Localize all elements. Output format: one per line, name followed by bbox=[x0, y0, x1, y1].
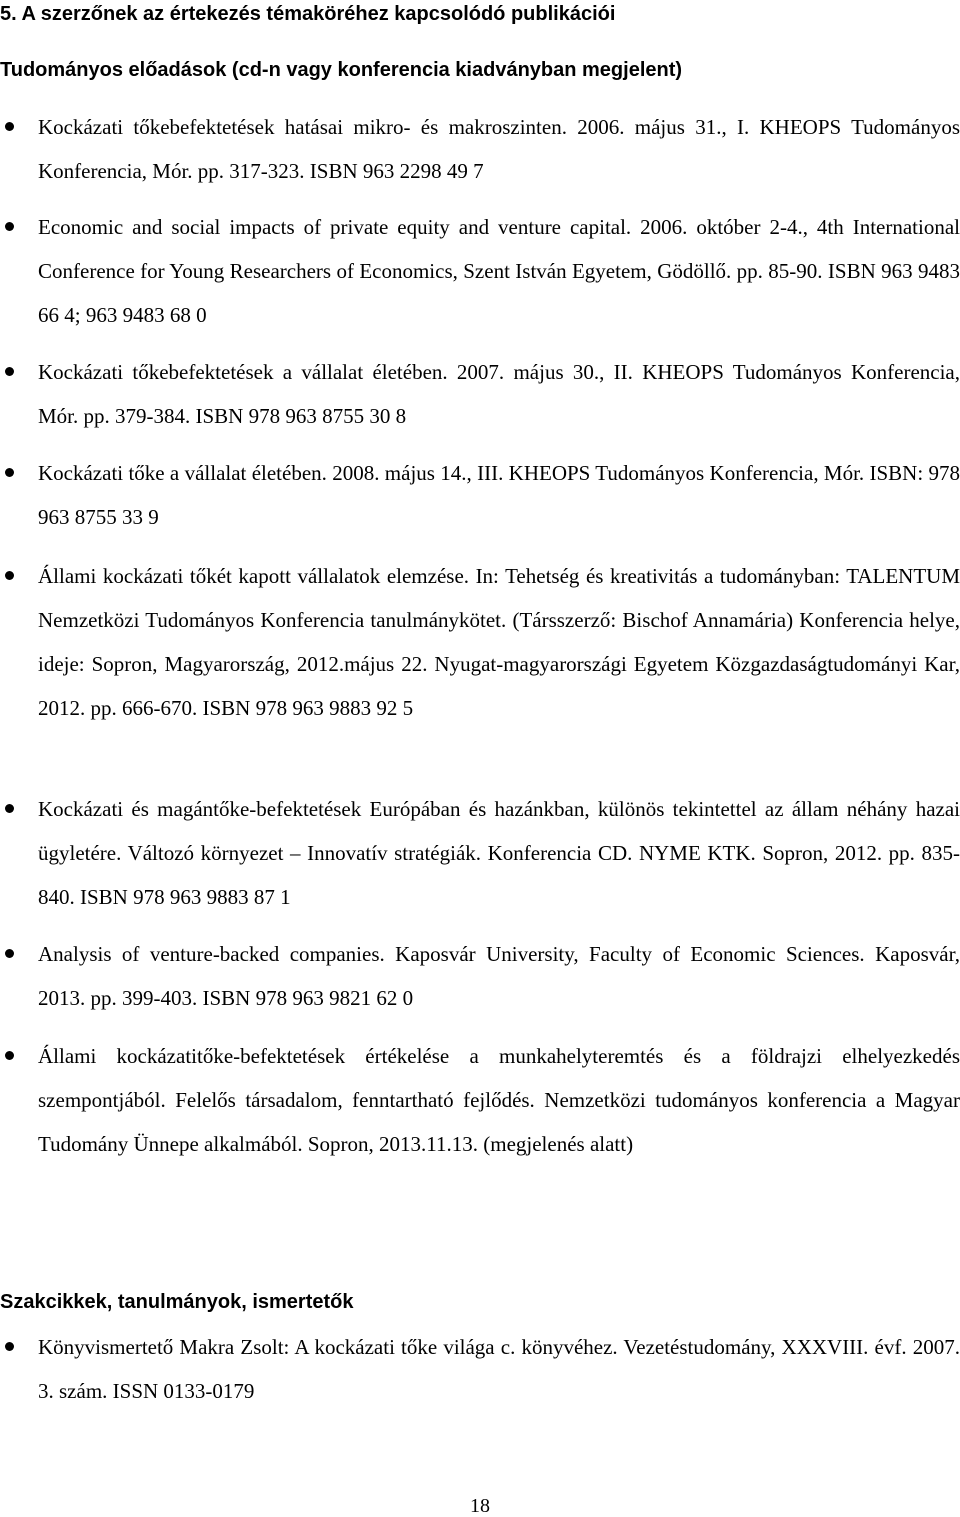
list-item: Állami kockázatitőke-befektetések értékelése a munkahelyteremtés és a földrajzi elhelyezkedés szempontjából. Felelős társadalom, fenntartható fejlődés. Nemzetközi tudományos konferencia a Magyar Tudomány Ünnepe alkalmából. Sopron, 2013.11.13. (megjelenés alatt) bbox=[0, 1034, 960, 1166]
page-number: 18 bbox=[470, 1495, 490, 1517]
list-item: Kockázati és magántőke-befektetések Európában és hazánkban, különös tekintettel az állam néhány hazai ügyletére. Változó környezet – Innovatív stratégiák. Konferencia CD. NYME KTK. Sopron, 2012. pp. 835-840. ISBN 978 963 9883 87 1 bbox=[0, 787, 960, 919]
articles-heading: Szakcikkek, tanulmányok, ismertetők bbox=[0, 1291, 354, 1313]
list-item: Analysis of venture-backed companies. Kaposvár University, Faculty of Economic Sciences. Kaposvár, 2013. pp. 399-403. ISBN 978 963 9821 62 0 bbox=[0, 932, 960, 1020]
list-item: Könyvismertető Makra Zsolt: A kockázati tőke világa c. könyvéhez. Vezetéstudomány, XXXVIII. évf. 2007. 3. szám. ISSN 0133-0179 bbox=[0, 1325, 960, 1413]
section-title: 5. A szerzőnek az értekezés témaköréhez kapcsolódó publikációi bbox=[0, 3, 616, 25]
list-item: Economic and social impacts of private equity and venture capital. 2006. október 2-4., 4th International Conference for Young Researchers of Economics, Szent István Egyetem, Gödöllő. pp. 85-90. ISBN 963 9483 66 4; 963 9483 68 0 bbox=[0, 205, 960, 337]
list-item: Kockázati tőkebefektetések a vállalat életében. 2007. május 30., II. KHEOPS Tudományos Konferencia, Mór. pp. 379-384. ISBN 978 963 8755 30 8 bbox=[0, 350, 960, 438]
conference-talks-heading: Tudományos előadások (cd-n vagy konferencia kiadványban megjelent) bbox=[0, 59, 683, 81]
list-item: Állami kockázati tőkét kapott vállalatok elemzése. In: Tehetség és kreativitás a tudományban: TALENTUM Nemzetközi Tudományos Konferencia tanulmánykötet. (Társszerző: Bischof Annamária) Konferencia helye, ideje: Sopron, Magyarország, 2012.május 22. Nyugat-magyarországi Egyetem Közgazdaságtudományi Kar, 2012. pp. 666-670. ISBN 978 963 9883 92 5 bbox=[0, 554, 960, 730]
list-item: Kockázati tőkebefektetések hatásai mikro- és makroszinten. 2006. május 31., I. KHEOPS Tudományos Konferencia, Mór. pp. 317-323. ISBN 963 2298 49 7 bbox=[0, 105, 960, 193]
list-item: Kockázati tőke a vállalat életében. 2008. május 14., III. KHEOPS Tudományos Konferencia, Mór. ISBN: 978 963 8755 33 9 bbox=[0, 451, 960, 539]
